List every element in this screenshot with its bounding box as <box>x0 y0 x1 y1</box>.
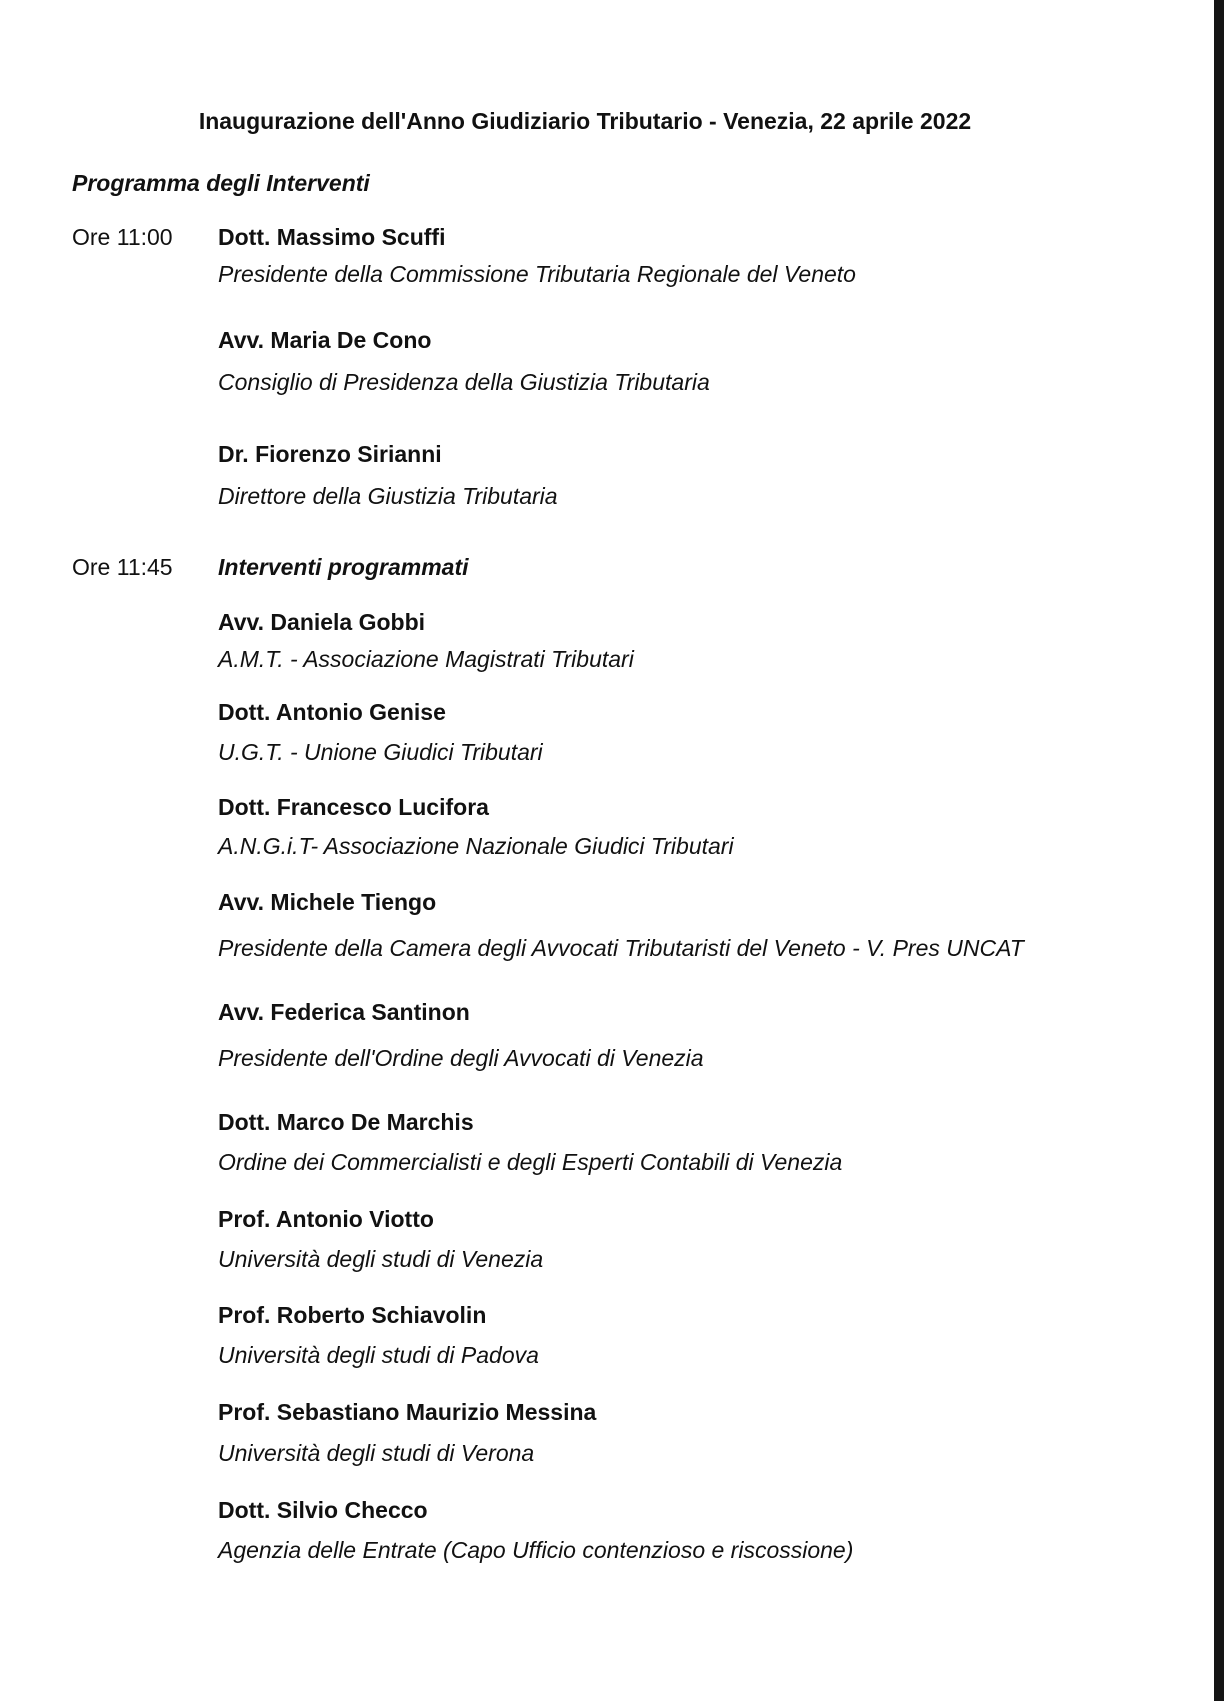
speaker-name: Dott. Francesco Lucifora <box>218 794 489 820</box>
program-subtitle: Programma degli Interventi <box>72 170 370 196</box>
speaker-role: Direttore della Giustizia Tributaria <box>218 483 558 509</box>
speaker-role: Università degli studi di Venezia <box>218 1246 544 1272</box>
speaker-name: Prof. Antonio Viotto <box>218 1206 434 1232</box>
speaker-role: Presidente della Camera degli Avvocati Tributaristi del Veneto - V. Pres UNCAT <box>218 935 1024 961</box>
session-time: Ore 11:00 <box>72 224 173 250</box>
speaker-role: Università degli studi di Padova <box>218 1342 539 1368</box>
page-edge-shadow <box>1214 0 1224 1701</box>
speaker-role: A.N.G.i.T- Associazione Nazionale Giudici Tributari <box>218 833 734 859</box>
speaker-name: Dr. Fiorenzo Sirianni <box>218 441 442 467</box>
speaker-role: Agenzia delle Entrate (Capo Ufficio contenzioso e riscossione) <box>218 1537 854 1563</box>
speaker-name: Dott. Silvio Checco <box>218 1497 428 1523</box>
speaker-role: Presidente dell'Ordine degli Avvocati di Venezia <box>218 1045 704 1071</box>
speaker-role: Università degli studi di Verona <box>218 1440 535 1466</box>
speaker-name: Prof. Sebastiano Maurizio Messina <box>218 1399 597 1425</box>
document-title: Inaugurazione dell'Anno Giudiziario Tributario - Venezia, 22 aprile 2022 <box>198 108 972 134</box>
speaker-role: U.G.T. - Unione Giudici Tributari <box>218 739 543 765</box>
speaker-name: Avv. Daniela Gobbi <box>218 609 426 635</box>
speaker-name: Dott. Massimo Scuffi <box>218 224 446 250</box>
speaker-role: Ordine dei Commercialisti e degli Esperti Contabili di Venezia <box>218 1149 843 1175</box>
speaker-role: Consiglio di Presidenza della Giustizia Tributaria <box>218 369 710 395</box>
speaker-name: Dott. Marco De Marchis <box>218 1109 474 1135</box>
session-time: Ore 11:45 <box>72 554 173 580</box>
speaker-name: Prof. Roberto Schiavolin <box>218 1302 487 1328</box>
speaker-name: Avv. Maria De Cono <box>218 327 432 353</box>
speaker-name: Dott. Antonio Genise <box>218 699 446 725</box>
speaker-name: Avv. Federica Santinon <box>218 999 470 1025</box>
session-label: Interventi programmati <box>218 554 469 580</box>
speaker-name: Avv. Michele Tiengo <box>218 889 437 915</box>
speaker-role: A.M.T. - Associazione Magistrati Tributari <box>218 646 634 672</box>
speaker-role: Presidente della Commissione Tributaria Regionale del Veneto <box>218 261 856 287</box>
